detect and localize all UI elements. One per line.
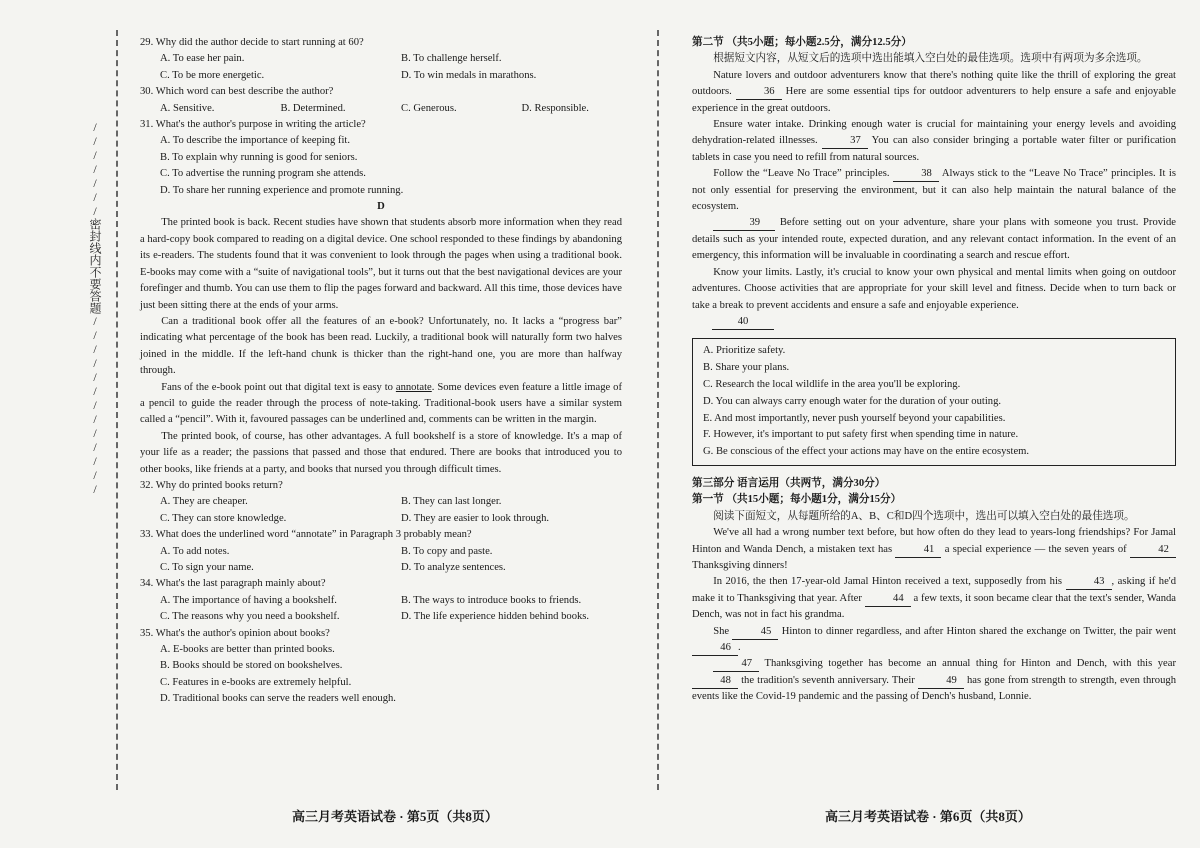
blank-40: 40: [712, 315, 774, 330]
option-c: C. Research the local wildlife in the area you'll be exploring.: [703, 378, 961, 390]
gap-fill-options-box: [692, 338, 1176, 466]
text: Always stick to the “Leave No Trace” principles. It is not only essential for preserving the environment, but it can also help maintain the natural balance of the ecosystem.: [692, 168, 1176, 213]
section-2-instructions: 根据短文内容，从短文后的选项中选出能填入空白处的最佳选项。选项中有两项为多余选项。: [713, 53, 1148, 65]
cloze-paragraph-4: [692, 656, 1176, 705]
text: You can also consider bringing a portable water filter or purification tablets in case you need to refill from natural sources.: [692, 135, 1176, 163]
section-2-title: 第二节 （共5小题；每小题2.5分，满分12.5分）: [692, 37, 912, 48]
option-d: D. Traditional books can serve the readers well enough.: [160, 693, 396, 705]
text: Hinton to dinner regardless, and after Hinton shared the exchange on Twitter, the pair went: [781, 625, 1177, 637]
blank-39: 39: [713, 216, 775, 231]
text: Before setting out on your adventure, share your plans with someone you trust. Provide details such as your intended route, expected duration, and any relevant contact information. In the event of an emergency, this information will be invaluable in coordinating a search and rescue effort.: [692, 217, 1176, 262]
passage-paragraph-3: [140, 380, 622, 429]
option-c: C. The reasons why you need a bookshelf.: [160, 611, 340, 623]
question-text: 30. Which word can best describe the author?: [140, 86, 334, 98]
blank-41: 41: [895, 543, 941, 558]
option-b: B. To copy and paste.: [401, 545, 493, 557]
blank-37: 37: [822, 134, 868, 149]
text: Ensure water intake. Drinking enough water is crucial for maintaining your energy levels and avoiding dehydration-related illnesses.: [692, 119, 1176, 147]
option-a: A. E-books are better than printed books.: [160, 644, 335, 656]
option-a: A. The importance of having a bookshelf.: [160, 594, 337, 606]
text: .: [738, 641, 741, 653]
text: has gone from strength to strength, even through events like the Covid-19 pandemic and the passing of Dench's husband, Lonnie.: [692, 674, 1176, 703]
page-6-column: [692, 35, 1176, 706]
gap-fill-paragraph-5: Know your limits. Lastly, it's crucial to know your own physical and mental limits when going on outdoor adventures. Choose activities that are appropriate for your skill level and fitness. Decide when to turn back or take a break to prevent accidents and ensure a safe and enjoyable experience.: [692, 266, 1176, 311]
cloze-paragraph-3: [692, 624, 1176, 657]
paragraph-3-start: Fans of the e-book point out that digital text is easy to: [161, 381, 396, 393]
option-d: D. They are easier to look through.: [401, 512, 550, 524]
option-b: B. To challenge herself.: [401, 53, 502, 65]
question-text: 33. What does the underlined word “annotate” in Paragraph 3 probably mean?: [140, 529, 472, 541]
text: , asking if he'd make it to Thanksgiving that year. After: [692, 576, 1176, 604]
text: Nature lovers and outdoor adventurers know that there's nothing quite like the thrill of exploring the great outdoors.: [692, 69, 1176, 98]
option-d: D. Responsible.: [521, 102, 589, 114]
blank-47: 47: [713, 657, 759, 672]
blank-46: 46: [692, 641, 738, 656]
question-30: [140, 84, 622, 117]
option-a: A. To describe the importance of keeping fit.: [160, 135, 350, 147]
seal-line-text: ///////密封线内不要答题/////////////: [88, 120, 102, 496]
question-34: [140, 576, 622, 625]
blank-45: 45: [732, 625, 778, 640]
underlined-word-annotate: annotate: [395, 381, 432, 393]
text: the tradition's seventh anniversary. Their: [741, 674, 915, 686]
option-a: A. To add notes.: [160, 545, 230, 557]
page-5-column: [140, 35, 622, 708]
option-b: B. To explain why running is good for seniors.: [160, 151, 358, 163]
blank-36: 36: [736, 85, 782, 100]
text: Thanksgiving dinners!: [692, 559, 788, 571]
passage-paragraph-2: Can a traditional book offer all the features of an e-book? Unfortunately, no. It lacks a “progress bar” indicating what percentage of the book has been read. Luckily, a traditional book will naturally form two halves joined in the middle. If the left-hand chunk is thicker than the right-hand one, you are more than halfway through.: [140, 315, 622, 377]
text: Here are some essential tips for outdoor adventurers to help ensure a safe and enjoyable experience in the great outdoors.: [692, 86, 1176, 114]
option-d: D. To share her running experience and promote running.: [160, 184, 404, 196]
option-c: C. Generous.: [401, 102, 457, 114]
option-e: E. And most importantly, never push yourself beyond your capabilities.: [703, 412, 1006, 424]
option-a: A. They are cheaper.: [160, 496, 248, 508]
option-a: A. Prioritize safety.: [703, 345, 786, 357]
option-d: D. To analyze sentences.: [401, 562, 506, 573]
blank-43: 43: [1066, 575, 1112, 590]
option-c: C. To sign your name.: [160, 562, 254, 573]
option-a: A. Sensitive.: [160, 102, 215, 114]
option-c: C. They can store knowledge.: [160, 512, 287, 524]
cloze-paragraph-2: [692, 574, 1176, 623]
option-b: B. Determined.: [280, 102, 346, 114]
passage-paragraph-4: The printed book, of course, has other advantages. A full bookshelf is a store of knowledge. It's a map of your life as a reader; the passions that passed and those that endured. There are books that introduced you to other books, like friends at a party, and books that nursed you through difficult times.: [140, 430, 622, 475]
blank-44: 44: [865, 592, 911, 607]
option-f: F. However, it's important to put safety first when spending time in nature.: [703, 429, 1019, 441]
paragraph-3-end: . Some devices even feature a little image of a pencil to guide the reader through the process of note-taking. Traditional-book users have a similar system called a “pencil”. With it, favoured passages can be underlined and, comments can be written in the margin.: [140, 381, 623, 426]
blank-48: 48: [692, 674, 738, 689]
cloze-paragraph-1: [692, 525, 1176, 574]
blank-40-line: [692, 314, 1176, 330]
blank-38: 38: [893, 167, 939, 182]
gap-fill-paragraph-1: [692, 68, 1176, 117]
passage-d-heading: D: [377, 201, 385, 213]
part-3-instructions: 阅读下面短文，从每题所给的A、B、C和D四个选项中，选出可以填入空白处的最佳选项。: [713, 510, 1135, 522]
part-3-section-1-title: 第一节 （共15小题；每小题1分，满分15分）: [692, 494, 902, 506]
question-text: 29. Why did the author decide to start running at 60?: [140, 37, 364, 48]
question-text: 31. What's the author's purpose in writing the article?: [140, 119, 366, 131]
page-6-footer: 高三月考英语试卷 · 第6页（共8页）: [825, 809, 1031, 824]
text: a few texts, it soon became clear that the text's sender, Wanda Dench, was not in fact his grandma.: [692, 592, 1176, 621]
question-text: 34. What's the last paragraph mainly about?: [140, 578, 326, 590]
center-fold-line: [657, 30, 659, 790]
question-32: [140, 478, 622, 527]
question-35: [140, 626, 622, 708]
option-d: D. The life experience hidden behind books.: [401, 611, 590, 623]
page-5-footer: 高三月考英语试卷 · 第5页（共8页）: [292, 809, 498, 824]
option-d: D. You can always carry enough water for the duration of your outing.: [703, 395, 1002, 407]
text: Thanksgiving together has become an annual thing for Hinton and Dench, with this year: [764, 658, 1176, 670]
passage-paragraph-1: The printed book is back. Recent studies have shown that students absorb more information when they read a hard-copy book compared to reading on a digital device. One school responded to these findings by abandoning its e-readers. The students found that it was convenient to look through the pages when using a traditional book. E-books may come with a “suite of navigational tools”, but it turns out that the best navigational devices are your forefinger and thumb. You can use them to flip the pages forward and backward. All this time, those devices have just been sitting there at the ends of your arms.: [140, 217, 622, 311]
text: We've all had a wrong number text before, but how often do they lead to years-long friendships? For Jamal Hinton and Wanda Dench, a mistaken text has: [692, 527, 1176, 555]
text: In 2016, the then 17-year-old Jamal Hinton received a text, supposedly from his: [713, 576, 1063, 588]
question-text: 32. Why do printed books return?: [140, 479, 283, 491]
gap-fill-paragraph-2: [692, 117, 1176, 166]
blank-49: 49: [918, 674, 964, 689]
text: Follow the “Leave No Trace” principles.: [713, 168, 890, 180]
option-a: A. To ease her pain.: [160, 53, 245, 65]
binding-margin: [0, 0, 105, 848]
question-31: [140, 117, 622, 199]
option-c: C. To be more energetic.: [160, 69, 265, 81]
blank-42: 42: [1130, 543, 1176, 558]
left-fold-line: [116, 30, 118, 790]
option-c: C. To advertise the running program she attends.: [160, 168, 366, 180]
option-b: B. They can last longer.: [401, 496, 502, 508]
option-d: D. To win medals in marathons.: [401, 69, 537, 81]
question-29: [140, 35, 622, 84]
question-text: 35. What's the author's opinion about books?: [140, 627, 330, 639]
gap-fill-paragraph-4: [692, 215, 1176, 264]
option-b: B. Books should be stored on bookshelves.: [160, 660, 343, 672]
option-c: C. Features in e-books are extremely helpful.: [160, 676, 352, 688]
gap-fill-paragraph-3: [692, 166, 1176, 215]
question-33: [140, 527, 622, 576]
text: a special experience — the seven years of: [944, 543, 1127, 555]
part-3-title: 第三部分 语言运用（共两节，满分30分）: [692, 477, 886, 489]
passage-d: [140, 215, 622, 478]
option-b: B. The ways to introduce books to friends.: [401, 594, 582, 606]
option-g: G. Be conscious of the effect your actions may have on the entire ecosystem.: [703, 446, 1030, 458]
option-b: B. Share your plans.: [703, 362, 790, 374]
text: She: [713, 625, 730, 637]
